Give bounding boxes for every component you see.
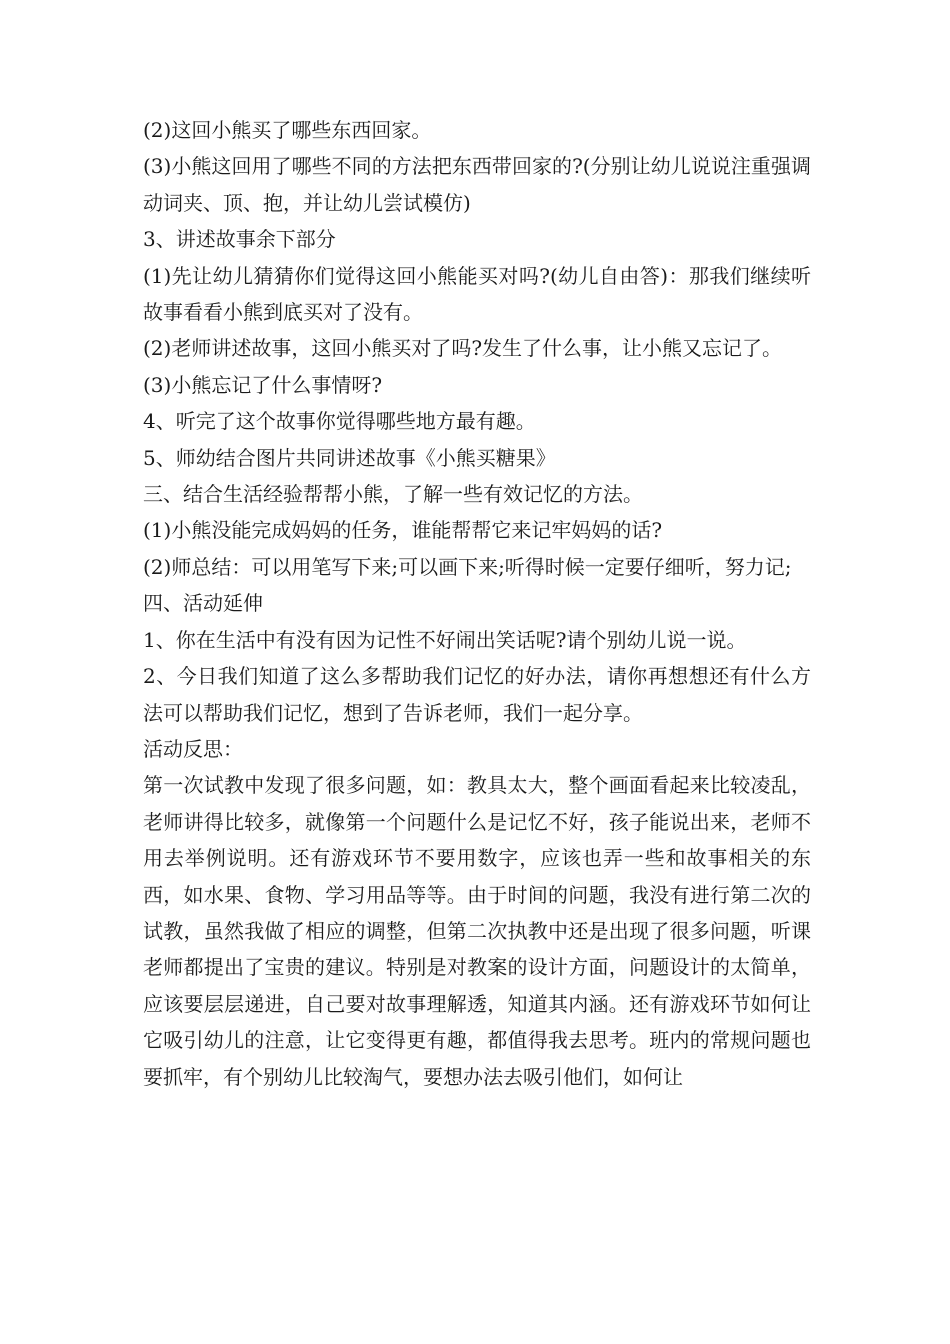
section-heading: 三、结合生活经验帮帮小熊，了解一些有效记忆的方法。 — [143, 482, 643, 507]
paragraph: (3)小熊这回用了哪些不同的方法把东西带回家的?(分别让幼儿说说注重强调动词夹、顶、抱，并让幼儿尝试模仿) — [143, 154, 811, 215]
paragraph: (2)老师讲述故事，这回小熊买对了吗?发生了什么事，让小熊又忘记了。 — [143, 336, 783, 361]
paragraph: (2)师总结：可以用笔写下来;可以画下来;听得时候一定要仔细听，努力记; — [143, 554, 792, 579]
paragraph: 1、你在生活中有没有因为记性不好闹出笑话呢?请个别幼儿说一说。 — [143, 627, 747, 652]
paragraph: (1)先让幼儿猜猜你们觉得这回小熊能买对吗?(幼儿自由答)：那我们继续听故事看看小熊到底买对了没有。 — [143, 263, 811, 325]
paragraph: (1)小熊没能完成妈妈的任务，谁能帮帮它来记牢妈妈的话? — [143, 518, 663, 543]
section-heading: 四、活动延伸 — [143, 591, 263, 616]
paragraph: 4、听完了这个故事你觉得哪些地方最有趣。 — [143, 409, 536, 434]
paragraph: (3)小熊忘记了什么事情呀? — [143, 372, 383, 397]
paragraph: 5、师幼结合图片共同讲述故事《小熊买糖果》 — [143, 445, 556, 470]
section-heading: 活动反思： — [143, 736, 243, 761]
document-body — [143, 112, 811, 1095]
paragraph: 2、今日我们知道了这么多帮助我们记忆的好办法，请你再想想还有什么方法可以帮助我们记忆，想到了告诉老师，我们一起分享。 — [143, 664, 811, 725]
paragraph: (2)这回小熊买了哪些东西回家。 — [143, 118, 432, 142]
paragraph: 第一次试教中发现了很多问题，如：教具太大，整个画面看起来比较凌乱，老师讲得比较多，就像第一个问题什么是记忆不好，孩子能说出来，老师不用去举例说明。还有游戏环节不要用数字，应该也弄一些和故事相关的东西，如水果、食物、学习用品等等。由于时间的问题，我没有进行第二次的试教，虽然我做了相应的调整，但第二次执教中还是出现了很多问题，听课老师都提出了宝贵的建议。特别是对教案的设计方面，问题设计的太简单，应该要层层递进，自己要对故事理解透，知道其内涵。还有游戏环节如何让它吸引幼儿的注意，让它变得更有趣，都值得我去思考。班内的常规问题也要抓牢，有个别幼儿比较淘气，要想办法去吸引他们，如何让 — [143, 773, 811, 1089]
paragraph: 3、讲述故事余下部分 — [143, 227, 336, 252]
